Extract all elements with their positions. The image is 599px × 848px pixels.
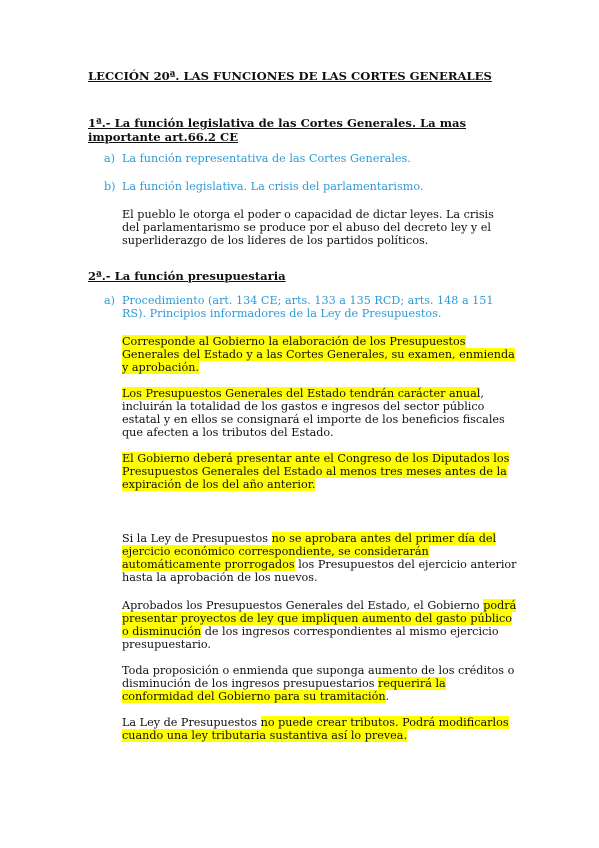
- highlight: o disminución: [122, 625, 202, 638]
- section2-item-a-text: [122, 294, 494, 320]
- section1-paragraph: [122, 208, 517, 247]
- text-run: de los ingresos correspondientes al mismo ejercicio: [201, 625, 499, 638]
- text-run: ,: [480, 387, 484, 400]
- highlight: no puede crear tributos. Podrá modificarlos: [260, 716, 509, 729]
- text-run: disminución de los ingresos presupuestarios: [122, 677, 378, 690]
- section2-paragraph-7: [122, 716, 517, 742]
- section2-paragraph-5: [122, 599, 517, 651]
- text-run: los Presupuestos del ejercicio anterior: [294, 558, 517, 571]
- section2-item-a-line1: Procedimiento (art. 134 CE; arts. 133 a 135 RCD; arts. 148 a 151: [122, 294, 494, 307]
- highlight: cuando una ley tributaria sustantiva así lo prevea.: [122, 729, 408, 742]
- section2-heading: 2ª.- La función presupuestaria: [88, 269, 286, 283]
- section2-p2-line2: incluirán la totalidad de los gastos e ingresos del sector público: [122, 400, 485, 413]
- section2-paragraph-2: [122, 387, 517, 439]
- highlight: podrá: [483, 599, 517, 612]
- section2-paragraph-1: [122, 335, 517, 374]
- text-run: Aprobados los Presupuestos Generales del Estado, el Gobierno: [122, 599, 484, 612]
- section1-p1-line3: superliderazgo de los lideres de los partidos políticos.: [122, 234, 429, 247]
- section1-heading-line1: 1ª.- La función legislativa de las Cortes Generales. La mas: [88, 116, 467, 130]
- highlight: ejercicio económico correspondiente, se considerarán: [122, 545, 429, 558]
- section1-item-a-text: La función representativa de las Cortes Generales.: [122, 152, 411, 165]
- highlight: conformidad del Gobierno para su tramitación: [122, 690, 386, 703]
- section2-p4-line4: hasta la aprobación de los nuevos.: [122, 571, 318, 584]
- highlight: El Gobierno deberá presentar ante el Congreso de los Diputados los: [122, 452, 510, 465]
- highlight: Presupuestos Generales del Estado al menos tres meses antes de la: [122, 465, 507, 478]
- section1-item-b-label: b): [104, 180, 116, 193]
- highlight: presentar proyectos de ley que impliquen aumento del gasto público: [122, 612, 513, 625]
- section2-p2-line4: que afecten a los tributos del Estado.: [122, 426, 334, 439]
- section2-p6-line1: Toda proposición o enmienda que suponga aumento de los créditos o: [122, 664, 515, 677]
- section1-p1-line1: El pueblo le otorga el poder o capacidad de dictar leyes. La crisis: [122, 208, 494, 221]
- section2-p5-line4: presupuestario.: [122, 638, 211, 651]
- text-run: Si la Ley de Presupuestos: [122, 532, 272, 545]
- section1-item-a-label: a): [104, 152, 116, 165]
- highlight: no se aprobara antes del primer día del: [271, 532, 497, 545]
- section1-item-b-text: La función legislativa. La crisis del parlamentarismo.: [122, 180, 424, 193]
- section2-p2-line3: estatal y en ellos se consignará el importe de los beneficios fiscales: [122, 413, 505, 426]
- section1-heading: [88, 116, 466, 144]
- section2-item-a-line2: RS). Principios informadores de la Ley de Presupuestos.: [122, 307, 442, 320]
- text-run: La Ley de Presupuestos: [122, 716, 261, 729]
- highlight: y aprobación.: [122, 361, 199, 374]
- section2-paragraph-4: [122, 532, 517, 584]
- highlight: Corresponde al Gobierno la elaboración de los Presupuestos: [122, 335, 466, 348]
- section2-paragraph-3: [122, 452, 517, 491]
- section2-item-a-label: a): [104, 294, 116, 307]
- highlight: automáticamente prorrogados: [122, 558, 295, 571]
- section2-paragraph-6: [122, 664, 517, 703]
- section1-heading-line2: importante art.66.2 CE: [88, 130, 239, 144]
- section1-p1-line2: del parlamentarismo se produce por el abuso del decreto ley y el: [122, 221, 491, 234]
- highlight: expiración de los del año anterior.: [122, 478, 316, 491]
- text-run: .: [385, 690, 390, 703]
- highlight: Generales del Estado y a las Cortes Generales, su examen, enmienda: [122, 348, 515, 361]
- highlight: Los Presupuestos Generales del Estado tendrán carácter anual: [122, 387, 481, 400]
- highlight: requerirá la: [378, 677, 446, 690]
- page-title: LECCIÓN 20ª. LAS FUNCIONES DE LAS CORTES GENERALES: [88, 69, 492, 83]
